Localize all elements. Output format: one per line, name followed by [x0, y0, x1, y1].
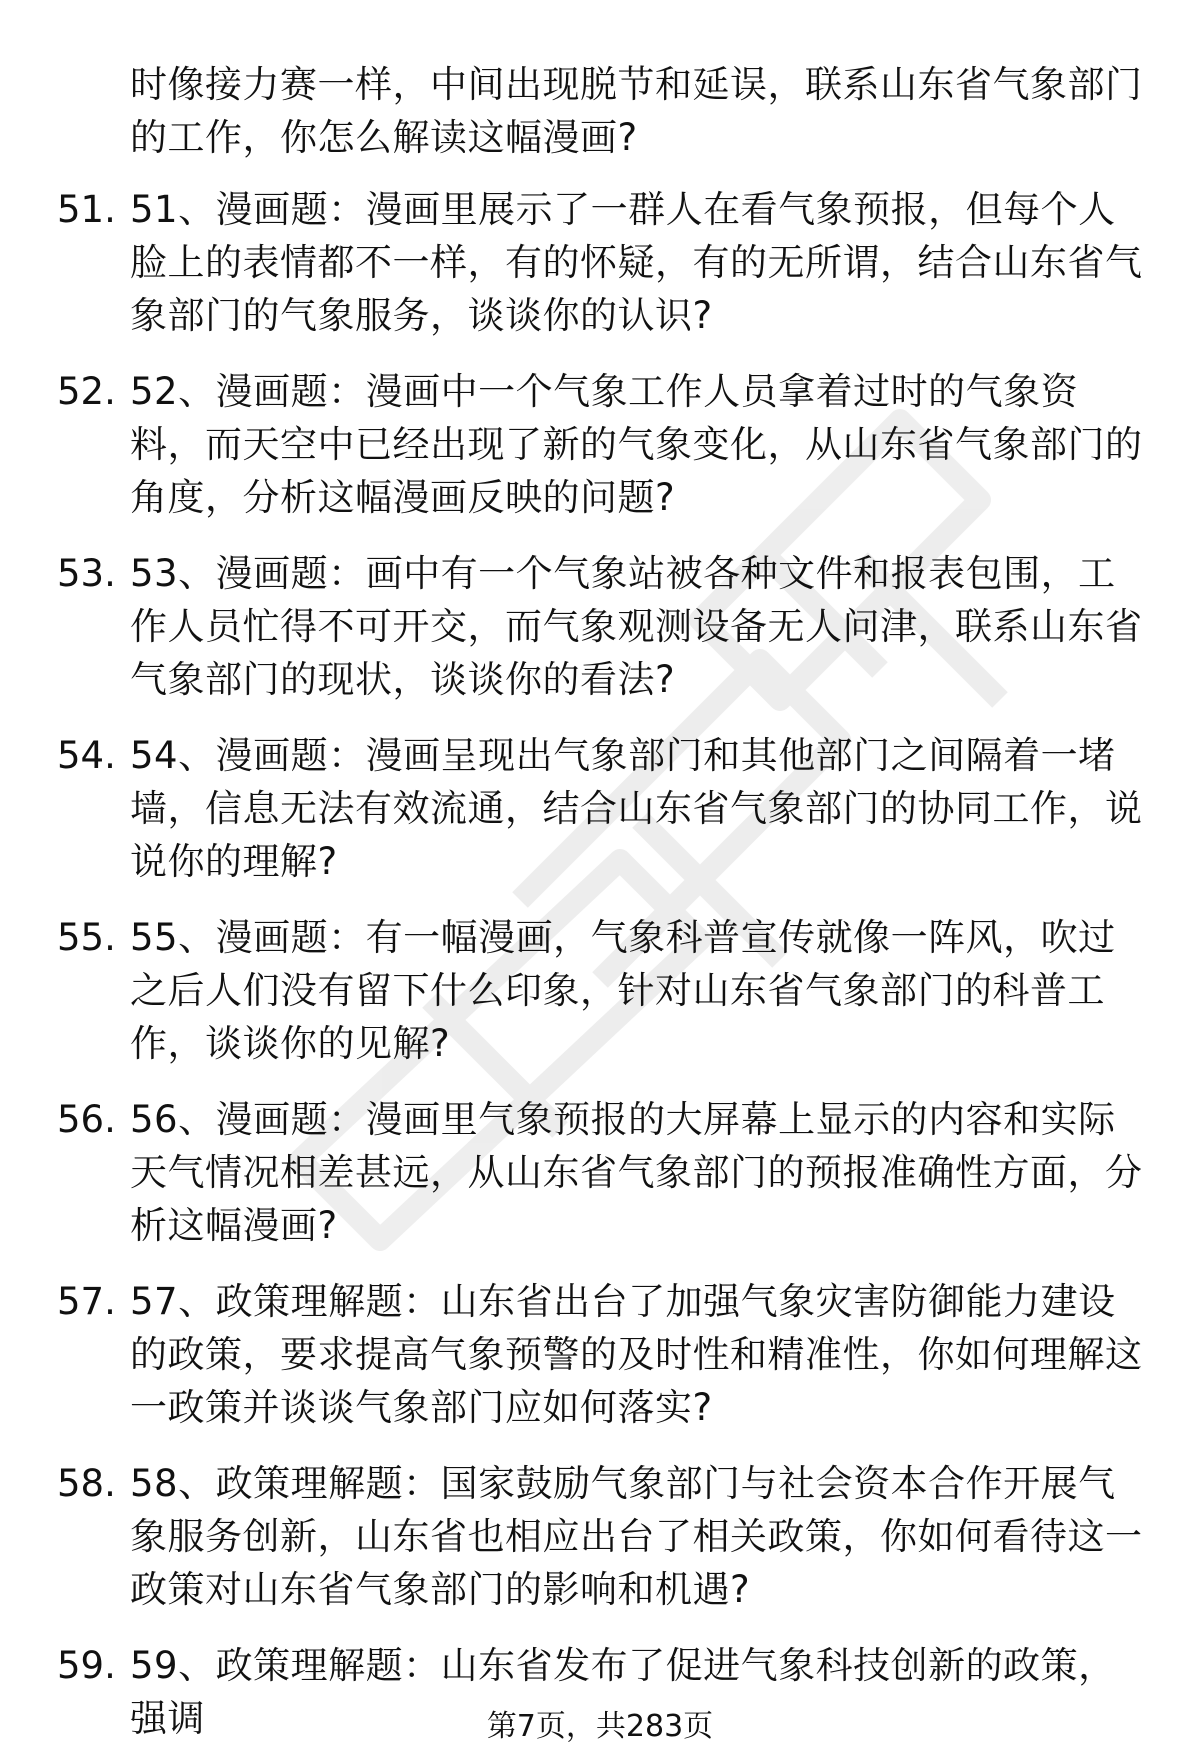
question-number: 52. [57, 370, 116, 413]
question-number: 56. [57, 1098, 116, 1141]
question-text: 55、漫画题：有一幅漫画，气象科普宣传就像一阵风，吹过之后人们没有留下什么印象，针对山东省气象部门的科普工作，谈谈你的见解? [130, 916, 1116, 1065]
question-number: 57. [57, 1280, 116, 1323]
question-number: 59. [57, 1644, 116, 1687]
question-number: 54. [57, 734, 116, 777]
question-number: 53. [57, 552, 116, 595]
question-number: 58. [57, 1462, 116, 1505]
question-text: 53、漫画题：画中有一个气象站被各种文件和报表包围，工作人员忙得不可开交，而气象观测设备无人问津，联系山东省气象部门的现状，谈谈你的看法? [130, 552, 1143, 701]
question-text: 57、政策理解题：山东省出台了加强气象灾害防御能力建设的政策，要求提高气象预警的及时性和精准性，你如何理解这一政策并谈谈气象部门应如何落实? [130, 1280, 1143, 1429]
list-item [0, 365, 1200, 547]
list-item [0, 547, 1200, 729]
question-number: 51. [57, 188, 116, 231]
list-item [0, 729, 1200, 911]
question-text: 51、漫画题：漫画里展示了一群人在看气象预报，但每个人脸上的表情都不一样，有的怀疑，有的无所谓，结合山东省气象部门的气象服务，谈谈你的认识? [130, 188, 1143, 337]
question-text: 56、漫画题：漫画里气象预报的大屏幕上显示的内容和实际天气情况相差甚远，从山东省气象部门的预报准确性方面，分析这幅漫画? [130, 1098, 1143, 1247]
question-text: 52、漫画题：漫画中一个气象工作人员拿着过时的气象资料，而天空中已经出现了新的气象变化，从山东省气象部门的角度，分析这幅漫画反映的问题? [130, 370, 1143, 519]
list-item [0, 911, 1200, 1093]
question-text: 59、政策理解题：山东省发布了促进气象科技创新的政策，强调 [130, 1644, 1116, 1740]
list-item [0, 1093, 1200, 1275]
list-item [0, 1275, 1200, 1457]
question-text: 54、漫画题：漫画呈现出气象部门和其他部门之间隔着一堵墙，信息无法有效流通，结合山东省气象部门的协同工作，说说你的理解? [130, 734, 1143, 883]
list-item [0, 183, 1200, 365]
page-number-footer: 第7页，共283页 [486, 1709, 714, 1744]
question-text: 58、政策理解题：国家鼓励气象部门与社会资本合作开展气象服务创新，山东省也相应出台了相关政策，你如何看待这一政策对山东省气象部门的影响和机遇? [130, 1462, 1143, 1611]
list-item [0, 1457, 1200, 1639]
continued-question-text: 时像接力赛一样，中间出现脱节和延误，联系山东省气象部门的工作，你怎么解读这幅漫画? [130, 63, 1143, 159]
question-number: 55. [57, 916, 116, 959]
